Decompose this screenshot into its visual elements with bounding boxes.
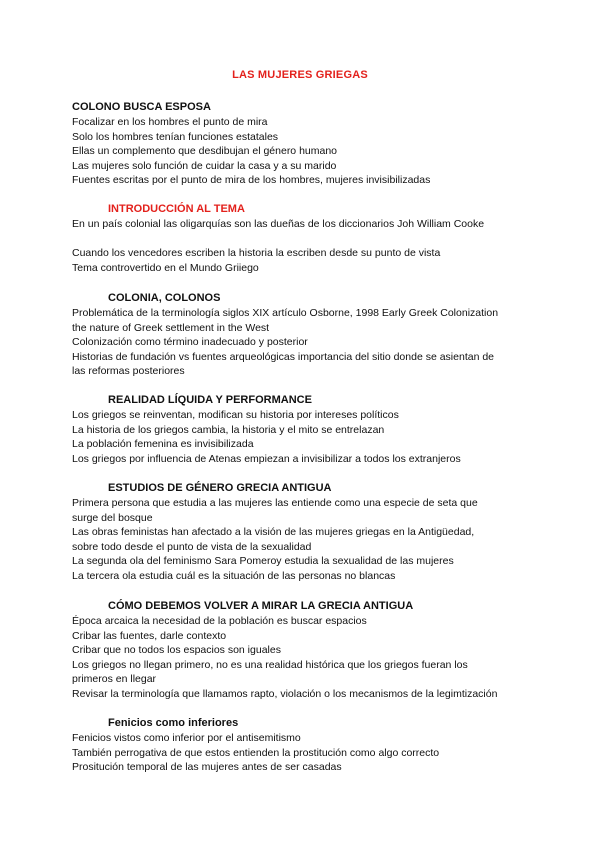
text-line: surge del bosque xyxy=(72,511,153,524)
text-line: Los griegos se reinventan, modifican su historia por intereses políticos xyxy=(72,409,399,421)
text-line: the nature of Greek settlement in the West xyxy=(72,321,270,334)
section-heading: CÓMO DEBEMOS VOLVER A MIRAR LA GRECIA ANTIGUA xyxy=(108,600,414,612)
section-realidad-liquida xyxy=(72,393,532,466)
text-line: Historias de fundación vs fuentes arqueológicas importancia del sitio donde se asientan de xyxy=(72,350,495,363)
section-introduccion xyxy=(72,202,532,275)
text-line: Las mujeres solo función de cuidar la casa y a su marido xyxy=(72,159,337,172)
section-heading: INTRODUCCIÓN AL TEMA xyxy=(108,203,245,215)
section-colono-busca-esposa xyxy=(72,100,532,188)
text-line: Problemática de la terminología siglos XIX artículo Osborne, 1998 Early Greek Colonization xyxy=(72,307,499,319)
text-line: La tercera ola estudia cuál es la situación de las personas no blancas xyxy=(72,569,396,582)
text-line: Colonización como término inadecuado y posterior xyxy=(72,336,308,348)
text-line: Los griegos no llegan primero, no es una realidad histórica que los griegos fueran los xyxy=(72,658,468,671)
section-como-debemos-mirar xyxy=(72,599,532,701)
text-line: Solo los hombres tenían funciones estatales xyxy=(72,130,279,143)
section-heading: Fenicios como inferiores xyxy=(108,717,239,729)
section-heading: REALIDAD LÍQUIDA Y PERFORMANCE xyxy=(108,394,312,406)
text-line: Fenicios vistos como inferior por el antisemitismo xyxy=(72,732,301,744)
text-line: Primera persona que estudia a las mujeres las entiende como una especie de seta que xyxy=(72,497,478,509)
section-heading: ESTUDIOS DE GÉNERO GRECIA ANTIGUA xyxy=(108,482,332,494)
text-line: Focalizar en los hombres el punto de mira xyxy=(72,116,268,128)
text-line: las reformas posteriores xyxy=(72,365,185,377)
text-line: Revisar la terminología que llamamos rapto, violación o los mecanismos de la legimtización xyxy=(72,687,498,700)
text-line: Época arcaica la necesidad de la población es buscar espacios xyxy=(72,615,367,627)
document-title: LAS MUJERES GRIEGAS xyxy=(232,69,368,81)
text-line: Fuentes escritas por el punto de mira de los hombres, mujeres invisibilizadas xyxy=(72,174,431,186)
text-line: sobre todo desde el punto de vista de la sexualidad xyxy=(72,540,312,553)
text-line: Cribar que no todos los espacios son iguales xyxy=(72,644,281,656)
text-line: primeros en llegar xyxy=(72,673,157,685)
text-line: En un país colonial las oligarquías son las dueñas de los diccionarios Joh William Cooke xyxy=(72,218,485,230)
section-fenicios xyxy=(72,716,532,775)
text-line: Los griegos por influencia de Atenas empiezan a invisibilizar a todos los extranjeros xyxy=(72,452,461,465)
text-line: Cuando los vencedores escriben la historia la escriben desde su punto de vista xyxy=(72,247,441,259)
text-line: Las obras feministas han afectado a la visión de las mujeres griegas en la Antigüedad, xyxy=(72,526,475,538)
section-heading: COLONO BUSCA ESPOSA xyxy=(72,101,211,113)
text-line: La historia de los griegos cambia, la historia y el mito se entrelazan xyxy=(72,423,385,436)
blank-line xyxy=(72,232,532,247)
text-line: Cribar las fuentes, darle contexto xyxy=(72,629,227,642)
text-line: La población femenina es invisibilizada xyxy=(72,438,254,450)
text-line: También perrogativa de que estos entienden la prostitución como algo correcto xyxy=(72,746,440,759)
text-line: Tema controvertido en el Mundo Griiego xyxy=(72,261,259,274)
section-heading: COLONIA, COLONOS xyxy=(108,292,221,304)
section-colonia-colonos xyxy=(72,291,532,379)
section-estudios-genero xyxy=(72,481,532,583)
text-line: La segunda ola del feminismo Sara Pomeroy estudia la sexualidad de las mujeres xyxy=(72,555,454,567)
text-line: Prositución temporal de las mujeres antes de ser casadas xyxy=(72,761,342,773)
text-line: Ellas un complemento que desdibujan el género humano xyxy=(72,145,338,157)
